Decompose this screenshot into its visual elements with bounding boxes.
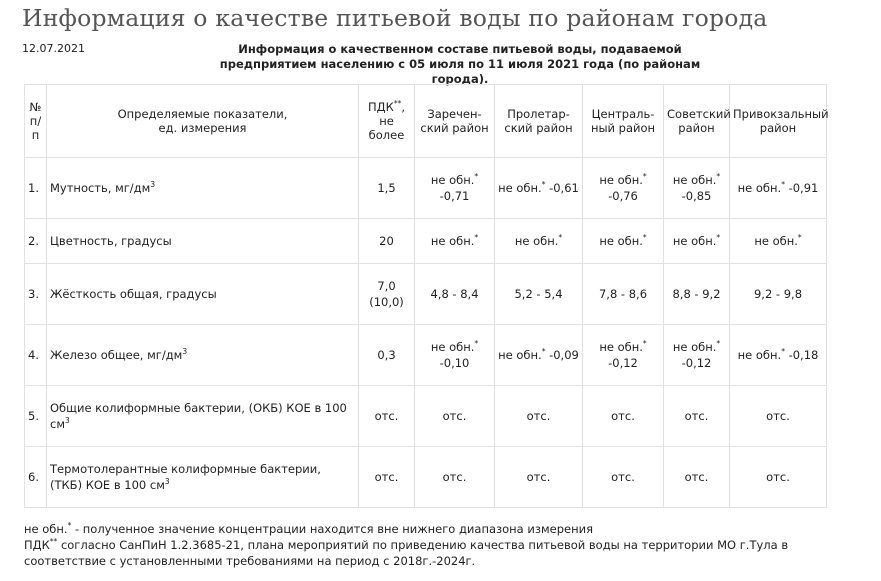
- page-title: Информация о качестве питьевой воды по районам города: [22, 4, 768, 32]
- footnote-not-detected: [24, 521, 864, 537]
- value-text: не обн.: [430, 173, 475, 187]
- unit-superscript: 3: [164, 477, 170, 487]
- header-district-zarechensky: Зареченский район: [415, 85, 495, 158]
- caption-line-1: Информация о качественном составе питьевой воды, подаваемой: [238, 42, 682, 56]
- pdk-cell: 7,0 (10,0): [359, 264, 415, 325]
- value-footnote-mark: *: [541, 347, 546, 357]
- pdk-cell: 20: [359, 219, 415, 264]
- district-value-cell: [495, 219, 583, 264]
- header-parameter: [47, 85, 359, 158]
- footnote-2-sup: **: [49, 537, 58, 547]
- value-text: 7,8 - 8,6: [598, 287, 648, 301]
- parameter-cell: [47, 447, 359, 508]
- district-value-cell: [415, 386, 495, 447]
- value-footnote-mark: *: [781, 180, 785, 190]
- value-footnote-mark: *: [716, 339, 721, 349]
- parameter-cell: [47, 386, 359, 447]
- table-row: [25, 325, 827, 386]
- table-header-row: [25, 85, 827, 158]
- district-value-cell: [583, 264, 664, 325]
- district-value-cell: [583, 219, 664, 264]
- value-text: не обн.: [498, 348, 542, 362]
- footnote-2-text: согласно СанПиН 1.2.3685-21, плана мероприятий по приведению качества питьевой воды на территории МО г.Тула в: [57, 538, 789, 552]
- unit-superscript: 3: [65, 416, 70, 426]
- value-text: отс.: [684, 409, 709, 423]
- district-value-cell: [664, 325, 730, 386]
- parameter-name: Цветность, градусы: [50, 234, 172, 248]
- value-measured: -0,71: [439, 189, 470, 203]
- pdk-cell: отс.: [359, 386, 415, 447]
- pdk-cell: отс.: [359, 447, 415, 508]
- row-number: 6.: [25, 447, 47, 508]
- district-value-cell: [495, 386, 583, 447]
- district-value-cell: [495, 158, 583, 219]
- district-value-cell: [664, 158, 730, 219]
- header-pdk-sup: **: [393, 99, 402, 109]
- value-text: не обн.: [754, 234, 798, 248]
- table-row: [25, 264, 827, 325]
- value-text: отс.: [611, 409, 635, 423]
- unit-superscript: 3: [182, 347, 188, 357]
- value-footnote-mark: *: [642, 233, 647, 243]
- footnote-1-sup: *: [67, 521, 72, 531]
- table-row: [25, 158, 827, 219]
- district-value-cell: [730, 386, 827, 447]
- value-text: 4,8 - 8,4: [430, 287, 479, 301]
- value-measured: -0,85: [681, 189, 712, 203]
- value-footnote-mark: *: [474, 172, 479, 182]
- parameter-name: Общие колиформные бактерии, (ОКБ) КОЕ в 100 см: [50, 401, 347, 431]
- district-value-cell: [583, 158, 664, 219]
- district-value-cell: [495, 325, 583, 386]
- value-text: не обн.: [672, 340, 717, 354]
- parameter-cell: [47, 325, 359, 386]
- value-text: 8,8 - 9,2: [672, 287, 721, 301]
- header-pdk-rest: , не более: [368, 100, 405, 142]
- table-row: [25, 447, 827, 508]
- district-value-cell: [495, 264, 583, 325]
- district-value-cell: [583, 386, 664, 447]
- value-text: не обн.: [498, 181, 542, 195]
- value-text: отс.: [442, 409, 467, 423]
- district-value-cell: [415, 447, 495, 508]
- header-pdk-text: ПДК: [368, 100, 394, 114]
- value-text: 9,2 - 9,8: [753, 287, 803, 301]
- district-value-cell: [664, 264, 730, 325]
- value-text: не обн.: [599, 173, 643, 187]
- value-footnote-mark: *: [474, 233, 479, 243]
- footnote-1-text: - полученное значение концентрации находится вне нижнего диапазона измерения: [71, 522, 594, 536]
- value-text: не обн.: [737, 181, 782, 195]
- value-text: 5,2 - 5,4: [514, 287, 563, 301]
- row-number: 5.: [25, 386, 47, 447]
- parameter-name: Железо общее, мг/дм: [50, 348, 183, 362]
- value-footnote-mark: *: [474, 339, 479, 349]
- parameter-name: Термотолерантные колиформные бактерии, (ТКБ) КОЕ в 100 см: [50, 462, 321, 492]
- district-value-cell: [664, 219, 730, 264]
- row-number: 3.: [25, 264, 47, 325]
- value-footnote-mark: *: [558, 233, 563, 243]
- water-quality-table: [24, 84, 827, 508]
- header-district-proletarsky: Пролетарский район: [495, 85, 583, 158]
- header-district-privokzalny: Привокзальный район: [730, 85, 827, 158]
- table-caption: [200, 42, 720, 87]
- header-num: № п/п: [25, 85, 47, 158]
- value-measured: -0,91: [784, 181, 819, 195]
- district-value-cell: [583, 447, 664, 508]
- district-value-cell: [664, 447, 730, 508]
- parameter-name: Жёсткость общая, градусы: [50, 287, 217, 301]
- value-text: отс.: [766, 409, 790, 423]
- value-footnote-mark: *: [781, 347, 785, 357]
- header-parameter-line2: ед. измерения: [158, 121, 247, 135]
- footnote-pdk-cont: соответствие с установленными требованиями на период с 2018г.-2024г.: [24, 554, 476, 568]
- value-measured: -0,76: [608, 189, 638, 203]
- header-parameter-line1: Определяемые показатели,: [117, 107, 288, 121]
- footnote-1-term: не обн.: [24, 522, 68, 536]
- value-measured: -0,09: [545, 348, 579, 362]
- value-measured: -0,12: [608, 356, 638, 370]
- publication-date: 12.07.2021: [22, 42, 85, 55]
- value-footnote-mark: *: [716, 172, 721, 182]
- value-text: отс.: [611, 470, 635, 484]
- value-text: отс.: [684, 470, 709, 484]
- row-number: 4.: [25, 325, 47, 386]
- value-footnote-mark: *: [642, 172, 647, 182]
- parameter-name: Мутность, мг/дм: [50, 181, 151, 195]
- header-district-centralny: Центральный район: [583, 85, 664, 158]
- value-text: отс.: [442, 470, 467, 484]
- pdk-cell: 1,5: [359, 158, 415, 219]
- value-text: не обн.: [430, 340, 475, 354]
- value-text: не обн.: [430, 234, 475, 248]
- district-value-cell: [730, 325, 827, 386]
- value-text: не обн.: [599, 340, 643, 354]
- table-row: [25, 386, 827, 447]
- value-text: не обн.: [672, 173, 717, 187]
- parameter-cell: [47, 219, 359, 264]
- parameter-cell: [47, 264, 359, 325]
- value-text: не обн.: [599, 234, 643, 248]
- footnotes: [24, 521, 864, 569]
- value-measured: -0,10: [439, 356, 470, 370]
- value-text: отс.: [766, 470, 790, 484]
- value-text: не обн.: [672, 234, 717, 248]
- unit-superscript: 3: [150, 180, 156, 190]
- caption-line-2: предприятием населению с 05 июля по 11 июля 2021 года (по районам города).: [219, 57, 701, 86]
- value-footnote-mark: *: [797, 233, 802, 243]
- header-district-sovetsky: Советский район: [664, 85, 730, 158]
- district-value-cell: [583, 325, 664, 386]
- value-footnote-mark: *: [541, 180, 546, 190]
- value-footnote-mark: *: [716, 233, 721, 243]
- row-number: 2.: [25, 219, 47, 264]
- table-row: [25, 219, 827, 264]
- district-value-cell: [415, 264, 495, 325]
- value-text: отс.: [526, 470, 551, 484]
- district-value-cell: [730, 447, 827, 508]
- value-text: не обн.: [514, 234, 559, 248]
- district-value-cell: [664, 386, 730, 447]
- value-footnote-mark: *: [642, 339, 647, 349]
- district-value-cell: [415, 325, 495, 386]
- header-pdk: [359, 85, 415, 158]
- district-value-cell: [415, 219, 495, 264]
- value-text: не обн.: [737, 348, 782, 362]
- footnote-pdk: [24, 537, 864, 553]
- value-text: отс.: [526, 409, 551, 423]
- pdk-cell: 0,3: [359, 325, 415, 386]
- district-value-cell: [730, 219, 827, 264]
- value-measured: -0,18: [784, 348, 819, 362]
- district-value-cell: [415, 158, 495, 219]
- footnote-2-term: ПДК: [24, 538, 50, 552]
- district-value-cell: [730, 264, 827, 325]
- value-measured: -0,61: [545, 181, 579, 195]
- row-number: 1.: [25, 158, 47, 219]
- district-value-cell: [495, 447, 583, 508]
- parameter-cell: [47, 158, 359, 219]
- district-value-cell: [730, 158, 827, 219]
- value-measured: -0,12: [681, 356, 712, 370]
